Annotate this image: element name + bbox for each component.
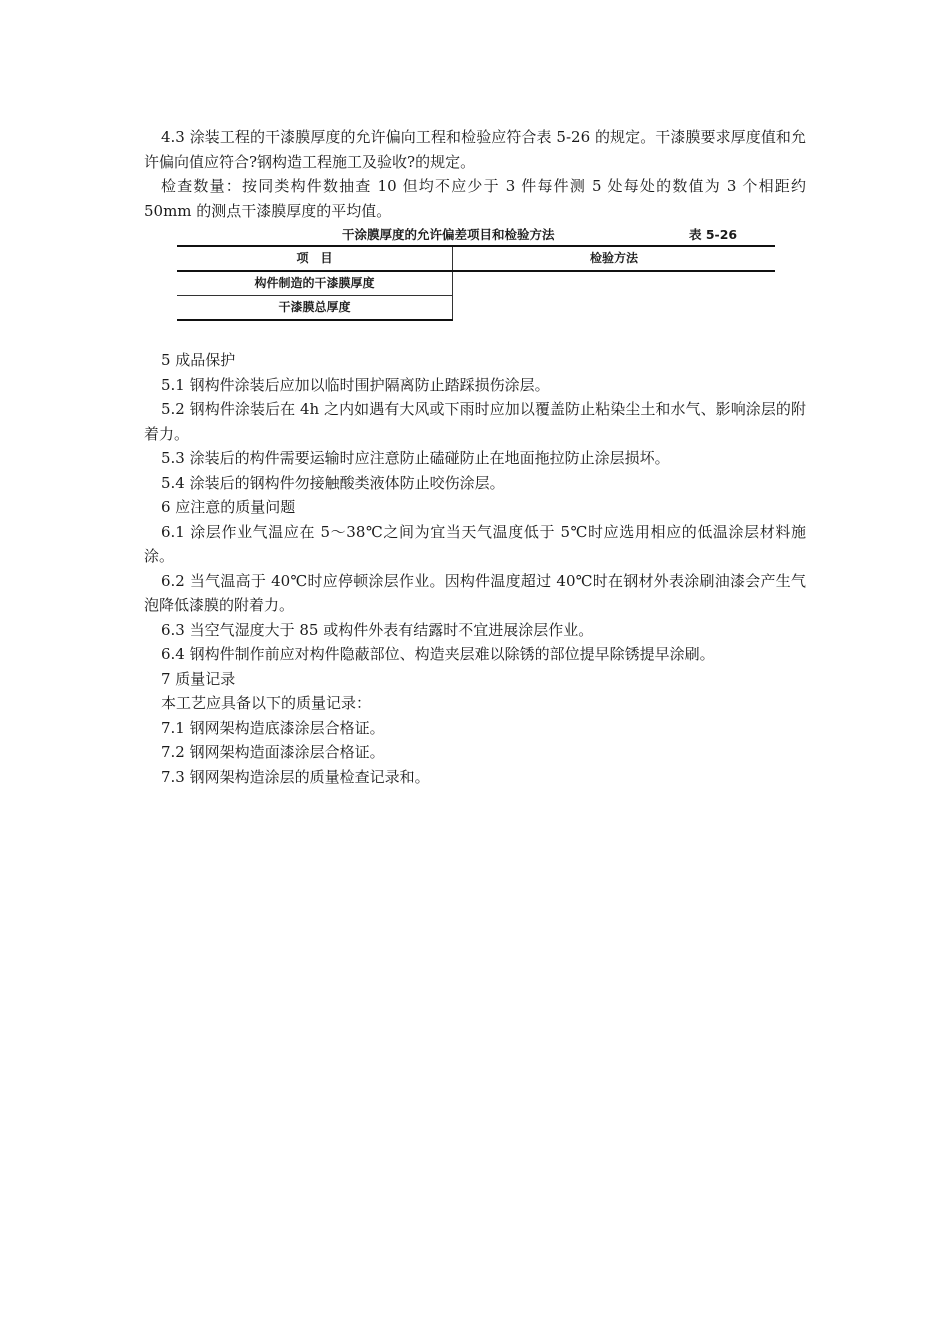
- paragraph-7-3: 7.3 钢网架构造涂层的质量检查记录和。: [161, 767, 430, 786]
- table-number: 表 5-26: [689, 227, 738, 242]
- paragraph-5-1: 5.1 钢构件涂装后应加以临时围护隔离防止踏踩损伤涂层。: [161, 375, 550, 394]
- table-cell: [453, 271, 776, 320]
- paragraph-6-2: 6.2 当气温高于 40℃时应停顿涂层作业。因构件温度超过 40℃时在钢材外表涂刷油漆会产生气泡降低漆膜的附着力。: [144, 571, 806, 614]
- paragraph-7-2: 7.2 钢网架构造面漆涂层合格证。: [161, 743, 385, 761]
- document-page: [144, 125, 806, 789]
- paragraph-5-2: 5.2 钢构件涂装后在 4h 之内如遇有大风或下雨时应加以覆盖防止粘染尘土和水气、影响涂层的附着力。: [144, 400, 806, 443]
- table-cell: 干漆膜总厚度: [177, 296, 453, 321]
- paragraph-5-4: 5.4 涂装后的钢构件勿接触酸类液体防止咬伤涂层。: [161, 473, 505, 492]
- paragraph-6-4: 6.4 钢构件制作前应对构件隐蔽部位、构造夹层难以除锈的部位提早除锈提早涂刷。: [161, 645, 715, 663]
- table-row: [177, 271, 775, 296]
- heading-5: 5 成品保护: [161, 351, 236, 369]
- table-header-row: [177, 246, 775, 271]
- heading-6: 6 应注意的质量问题: [161, 498, 296, 516]
- tolerance-table: [177, 245, 775, 321]
- heading-7: 7 质量记录: [161, 669, 236, 688]
- table-5-26: [177, 225, 775, 321]
- paragraph-6-3: 6.3 当空气湿度大于 85 或构件外表有结露时不宜进展涂层作业。: [161, 620, 594, 639]
- header-item: 项 目: [177, 246, 453, 271]
- header-method: 检验方法: [453, 246, 776, 271]
- paragraph-5-3: 5.3 涂装后的构件需要运输时应注意防止磕碰防止在地面拖拉防止涂层损坏。: [161, 449, 670, 467]
- table-caption: 干涂膜厚度的允许偏差项目和检验方法: [342, 227, 555, 242]
- paragraph-7-1: 7.1 钢网架构造底漆涂层合格证。: [161, 718, 385, 737]
- table-cell: 构件制造的干漆膜厚度: [177, 271, 453, 296]
- paragraph-inspection-quantity: 检查数量：按同类构件数抽查 10 但均不应少于 3 件每件测 5 处每处的数值为 3 个相距约 50mm 的测点干漆膜厚度的平均值。: [144, 177, 806, 220]
- table-title-row: [177, 225, 775, 245]
- paragraph-6-1: 6.1 涂层作业气温应在 5～38℃之间为宜当天气温度低于 5℃时应选用相应的低温涂层材料施涂。: [144, 522, 806, 565]
- paragraph-records-intro: 本工艺应具备以下的质量记录：: [161, 694, 372, 712]
- paragraph-4-3: 4.3 涂装工程的干漆膜厚度的允许偏向工程和检验应符合表 5-26 的规定。干漆膜要求厚度值和允许偏向值应符合?钢构造工程施工及验收?的规定。: [144, 128, 806, 171]
